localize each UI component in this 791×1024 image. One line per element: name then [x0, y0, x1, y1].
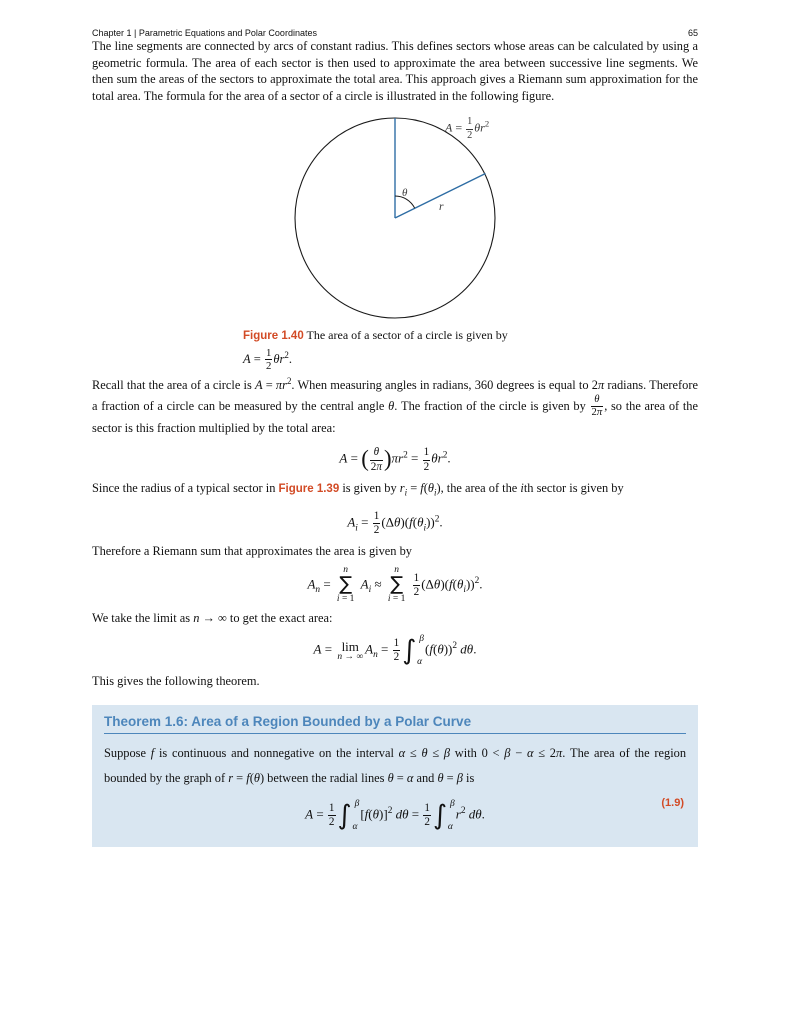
chapter-title: Chapter 1 | Parametric Equations and Polar Coordinates	[92, 28, 317, 38]
paragraph-limit: We take the limit as n → ∞ to get the exact area:	[92, 610, 333, 625]
theorem-body: Suppose f is continuous and nonnegative on the interval α ≤ θ ≤ β with 0 < β − α ≤ 2π. The area of the region bounded by the graph of r = f(θ) between the radial lines θ = α and θ = β is	[104, 745, 687, 785]
paragraph-intro: The line segments are connected by arcs of constant radius. This defines sectors whose areas can be calculated by using a geometric formula. The area of each sector is then used to approximate the area between successive line segments. We then sum the areas of the sectors to approximate the total area. This approach gives a Riemann sum approximation for the total area. The formula for the area of a sector of a circle is illustrated in the following figure.	[92, 39, 698, 103]
paragraph-typical-sector: Since the radius of a typical sector in Figure 1.39 is given by $r_i = f(\theta_i)$, the area of the ith sector is given by	[92, 480, 624, 498]
paragraph-circle-area: Recall that the area of a circle is $A = \pi r^2$. When measuring angles in radians, 360 degrees is equal to 2π radians. Therefore a fraction of a circle can be measured by the central angle θ. The fraction of the circle is given by $\frac{\theta}{2\pi}$ , so the area of the sector is this fraction multiplied by the total area:	[92, 375, 698, 435]
page-number: 65	[687, 28, 698, 38]
sector-area-formula-label: A = $\frac{1}{2}$ $\theta r^2$	[445, 116, 490, 141]
equation-sector-area: A = ( $\frac{\theta}{2\pi}$ )$\pi r^2$ = $\frac{1}{2}$ $\theta r^2$.	[339, 446, 451, 473]
theorem-title: Theorem 1.6: Area of a Region Bounded by a Polar Curve	[104, 714, 686, 734]
radius-label: r	[439, 201, 444, 214]
equation-limit-integral: A = lim n → ∞ $A_n$ = $\frac{1}{2}$ ∫ β α $(f(\theta))^2$ dθ.	[313, 634, 477, 668]
theorem-equation: A = $\frac{1}{2}$ ∫ β α $[f(\theta)]^2$ dθ = $\frac{1}{2}$ ∫ β α $r^2$ dθ.	[305, 798, 485, 832]
equation-ith-sector: $A_i$ = $\frac{1}{2}$ $(\Delta\theta)(f(\theta_i))^2$.	[347, 509, 443, 537]
equation-riemann-sum: $A_n$ = n ∑ i = 1 $A_i$ ≈ n ∑ i = 1 $\frac{1}{2}$ $(\Delta\theta)(f(\theta_i))^2$.	[307, 564, 483, 605]
theta-label: θ	[402, 187, 408, 200]
page-content	[92, 38, 698, 847]
figure-caption-formula: A = $\frac{1}{2}$ $\theta r^2$.	[243, 346, 292, 373]
paragraph-theorem-lead: This gives the following theorem.	[92, 674, 260, 689]
running-header	[92, 28, 698, 38]
figure-1-39-reference[interactable]: Figure 1.39	[278, 482, 340, 495]
theorem-equation-row	[104, 796, 686, 832]
sector-circle-svg	[274, 115, 516, 321]
figure-caption	[243, 326, 583, 373]
paragraph-riemann-sum: Therefore a Riemann sum that approximates the area is given by	[92, 544, 412, 559]
theorem-box	[92, 705, 698, 847]
equation-number: (1.9)	[661, 796, 684, 809]
figure-caption-tag: Figure 1.40	[243, 330, 304, 343]
figure-caption-text: The area of a sector of a circle is given by	[306, 328, 508, 343]
sector-figure	[92, 115, 698, 321]
